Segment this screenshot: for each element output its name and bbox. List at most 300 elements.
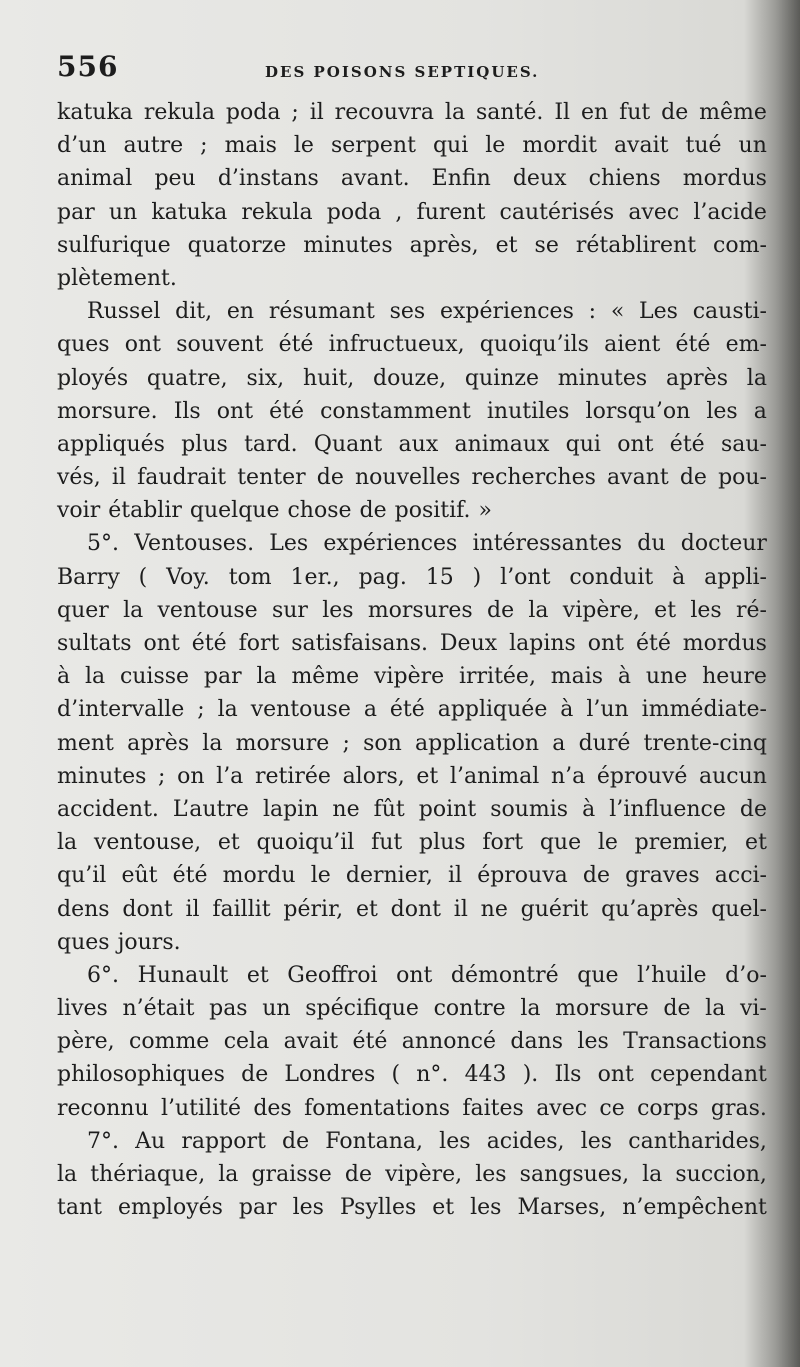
text-line [57,959,767,992]
word: « [610,299,625,325]
text-line [57,926,767,959]
word: tué [685,133,722,159]
word: qui [432,133,469,159]
word: Les [269,531,309,557]
word: faites [462,1095,524,1121]
word: et [416,763,439,789]
word: et [495,232,518,258]
word: eût [121,863,158,889]
word: sulfurique [57,232,171,258]
word: alors, [342,763,405,789]
word: la [217,697,238,723]
word: expériences [323,531,458,557]
word: le [310,863,331,889]
word: furent [416,199,486,225]
word: les [322,597,354,623]
word: , [395,199,403,225]
word: mordus [682,166,767,192]
word: fut [619,100,651,125]
word: application [414,730,540,756]
word: 7°. [87,1128,119,1154]
word: infructueux, [328,332,465,358]
word: l’animal [449,763,540,789]
word: ; [342,730,350,756]
word: l’huile [637,962,707,988]
word: d’un [57,133,107,159]
word: se [534,232,559,258]
word: acci- [714,863,767,889]
word: n’empêchent [622,1195,767,1221]
word: de [487,597,515,623]
text-line [57,826,767,859]
word: pag. [358,564,407,590]
word: périr, [283,896,344,922]
word: à [582,796,596,822]
word: thériaque, [90,1162,206,1187]
word: tom [228,564,272,590]
word: morsure [235,730,330,756]
word: plus [181,431,228,457]
word: résumant [268,299,375,325]
word: plètement. [57,265,177,291]
word: le [597,830,618,856]
word: de [359,498,387,524]
word: recherches [471,465,596,491]
word: Enfin [431,166,491,192]
word: comme [129,1029,210,1055]
word: heure [702,664,767,690]
word: accident. [57,796,159,822]
word: quel- [711,896,767,922]
word: cela [223,1029,270,1055]
word: animal [57,166,133,192]
word: en [226,299,255,325]
word: appliquée [437,697,548,723]
word: dont [122,896,173,922]
word: à [672,564,686,590]
word: l’ont [500,564,551,590]
word: qu’il [57,863,107,889]
word: et [745,830,767,856]
word: il [309,100,324,125]
word: quoiqu’il [256,830,355,856]
word: succion, [675,1162,767,1187]
word: avait [283,1029,339,1055]
text-line [57,1191,767,1224]
word: immédiate- [641,697,767,723]
word: ses [389,299,426,325]
word: la [256,664,277,690]
word: que [539,830,582,856]
word: à [617,664,632,690]
word: ; [197,697,205,723]
word: il [447,863,463,889]
word: ) [472,564,482,590]
word: L’autre [172,796,249,822]
word: après [665,365,728,391]
text-line [57,594,767,627]
word: quatorze [187,232,287,258]
word: la [444,100,466,125]
word: mais [550,664,604,690]
word: après, [409,232,479,258]
word: ont [597,1062,634,1088]
word: cuisse [119,664,190,690]
word: jours. [117,929,181,955]
word: animaux [454,431,550,457]
word: de [663,996,691,1022]
word: la [123,597,144,623]
word: quer [57,597,109,623]
word: : [588,299,597,325]
word: rekula [241,199,313,225]
text-line [57,727,767,760]
word: causti- [692,299,767,325]
word: corps [637,1095,699,1121]
word: père, [57,1029,115,1055]
word: Russel [87,299,161,325]
word: à [560,697,574,723]
word: serpent [330,133,416,159]
text-line [57,96,767,129]
word: par [238,1195,277,1221]
word: quatre, [146,365,228,391]
word: d’intervalle [57,697,185,723]
word: n’a [550,763,586,789]
word: ré- [735,597,767,623]
word: rapport [181,1128,266,1154]
word: même [291,664,360,690]
word: la [746,365,767,391]
text-line [57,760,767,793]
word: rétablirent [575,232,697,258]
word: cautérisés [499,199,615,225]
word: Barry [57,564,120,590]
word: par [57,199,95,225]
word: démontré [450,962,559,988]
word: katuka [57,100,133,125]
word: la [528,597,549,623]
word: intéressantes [472,531,623,557]
word: de [316,465,344,491]
word: appli- [704,564,767,590]
word: ( [138,564,148,590]
word: point [418,796,477,822]
word: été [191,631,227,656]
word: annoncé [401,1029,496,1055]
word: la [84,664,106,690]
word: avait [613,133,669,159]
word: un [262,996,291,1022]
word: lorsqu’on [585,398,691,424]
word: avec [536,1095,588,1121]
word: ques [57,332,110,358]
word: vi- [739,996,767,1022]
text-line [57,627,767,660]
word: » [478,498,492,524]
word: des [253,1095,292,1121]
word: fort [238,631,280,656]
word: mais [224,133,277,159]
word: morsure [555,996,649,1022]
word: fomentations [304,1095,451,1121]
word: Geoffroi [287,962,378,988]
word: tard. [244,431,298,457]
word: fut [371,830,403,856]
word: été [278,332,314,358]
word: éprouvé [596,763,688,789]
word: peu [154,166,196,192]
word: a [363,697,377,723]
word: Psylles [339,1195,417,1221]
text-line [57,660,767,693]
word: le [485,133,506,159]
word: et [217,830,240,856]
text-line [57,129,767,162]
word: Il [554,100,571,125]
word: il [111,465,126,491]
word: après [127,730,190,756]
text-line [57,527,767,560]
word: éprouva [477,863,568,889]
text-line [57,693,767,726]
word: quoiqu’ils [479,332,589,358]
word: Hunault [137,962,229,988]
word: em- [725,332,767,358]
word: pou- [718,465,767,491]
text-line [57,793,767,826]
word: un [108,199,138,225]
word: trente-cinq [643,730,767,756]
word: guérit [520,896,589,922]
word: d’instans [217,166,319,192]
word: les [292,1195,324,1221]
body-text [57,96,767,1224]
word: vés, [57,465,101,491]
word: Ils [173,398,201,424]
text-line [57,1092,767,1125]
page-header [57,50,777,90]
word: quinze [464,365,539,391]
word: en [580,100,609,125]
text-line [57,362,767,395]
word: ; [200,133,208,159]
word: sau- [720,431,767,457]
word: de [241,1062,269,1088]
word: dens [57,896,110,922]
word: avant [607,465,669,491]
word: poda [326,199,382,225]
word: lapins [509,631,576,656]
word: tenter [237,465,306,491]
word: positif. [394,498,471,524]
word: on [177,763,205,789]
word: recouvra [334,100,435,125]
word: ventouse, [93,830,202,856]
word: ques [57,929,110,955]
word: Voy. [166,564,210,590]
word: de [582,863,611,889]
word: com- [713,232,767,258]
word: ont [587,631,625,656]
word: Les [639,299,678,325]
word: inutiles [486,398,570,424]
word: ( [391,1062,401,1088]
word: deux [512,166,567,192]
word: l’un [586,697,629,723]
word: 15 [425,564,454,590]
word: a [753,398,767,424]
word: philosophiques [57,1062,225,1088]
word: Deux [439,631,498,656]
word: par [203,664,242,690]
word: sultats [57,631,132,656]
word: lives [57,996,108,1022]
word: ce [599,1095,625,1121]
word: gras. [710,1095,767,1121]
word: été [172,863,208,889]
word: été [269,398,304,424]
word: rekula [143,100,216,125]
word: ont [143,631,180,656]
word: graisse [251,1162,332,1187]
word: et [355,896,378,922]
word: son [363,730,402,756]
word: nouvelles [354,465,461,491]
word: minutes [57,763,147,789]
text-line [57,196,767,229]
word: appliqués [57,431,165,457]
word: ; [158,763,166,789]
word: aient [604,332,661,358]
word: dont [390,896,441,922]
text-line [57,561,767,594]
word: lapin [262,796,319,822]
word: ventouse [250,697,351,723]
word: constamment [320,398,471,424]
word: sur [271,597,308,623]
word: spécifique [305,996,419,1022]
word: faudrait [137,465,227,491]
word: graves [625,863,700,889]
word: six, [246,365,285,391]
word: pas [209,996,248,1022]
word: ment [57,730,114,756]
word: voir [57,498,101,524]
word: et [246,962,269,988]
word: de [679,465,707,491]
text-line [57,295,767,328]
word: les [577,1029,609,1055]
word: et [654,597,677,623]
word: Marses, [517,1195,607,1221]
word: la [202,730,223,756]
word: ont [124,332,162,358]
word: tant [57,1195,102,1221]
page-number: 556 [57,50,119,83]
word: acides, [486,1128,565,1154]
word: Ils [554,1062,582,1088]
word: vipère, [385,1162,463,1187]
word: la [57,830,78,856]
word: cependant [650,1062,767,1088]
text-line [57,992,767,1025]
word: l’influence [609,796,726,822]
text-line [57,1058,767,1091]
word: aux [398,431,439,457]
word: minutes [303,232,393,258]
word: dernier, [345,863,433,889]
word: ont [216,398,254,424]
word: et [432,1195,455,1221]
word: les [470,1195,502,1221]
word: qu’après [601,896,699,922]
word: vipère, [562,597,640,623]
word: Quant [313,431,383,457]
word: retirée [254,763,331,789]
word: de [661,100,689,125]
word: les [706,398,738,424]
text-line [57,1125,767,1158]
word: les [690,597,722,623]
word: une [645,664,688,690]
word: dit, [175,299,213,325]
word: le [293,133,314,159]
word: reconnu [57,1095,149,1121]
text-line [57,162,767,195]
word: premier, [634,830,729,856]
text-line [57,859,767,892]
word: de [739,796,767,822]
word: du [637,531,666,557]
word: mordit [522,133,597,159]
word: les [580,1128,613,1154]
word: soumis [490,796,569,822]
word: poda [225,100,281,125]
word: a [552,730,566,756]
word: 5°. [87,531,119,557]
word: douze, [373,365,447,391]
word: 443 [464,1062,507,1088]
word: huit, [302,365,355,391]
word: été [669,431,705,457]
word: la [57,1162,78,1187]
word: qui [565,431,601,457]
word: ). [522,1062,539,1088]
word: morsures [367,597,473,623]
word: Au [135,1128,166,1154]
word: minutes [557,365,648,391]
word: été [389,697,425,723]
word: à [57,664,71,690]
word: autre [123,133,184,159]
word: aucun [698,763,767,789]
word: la [218,1162,239,1187]
running-title: DES POISONS SEPTIQUES. [265,63,540,81]
word: santé. [475,100,544,125]
text-line [57,1158,767,1191]
word: un [738,133,767,159]
word: docteur [680,531,767,557]
word: ventouse [157,597,258,623]
word: contre [433,996,506,1022]
word: sangsues, [519,1162,630,1187]
word: conduit [569,564,654,590]
word: Transactions [623,1029,767,1055]
word: quelque [189,498,280,524]
word: l’acide [693,199,767,225]
word: fût [373,796,405,822]
